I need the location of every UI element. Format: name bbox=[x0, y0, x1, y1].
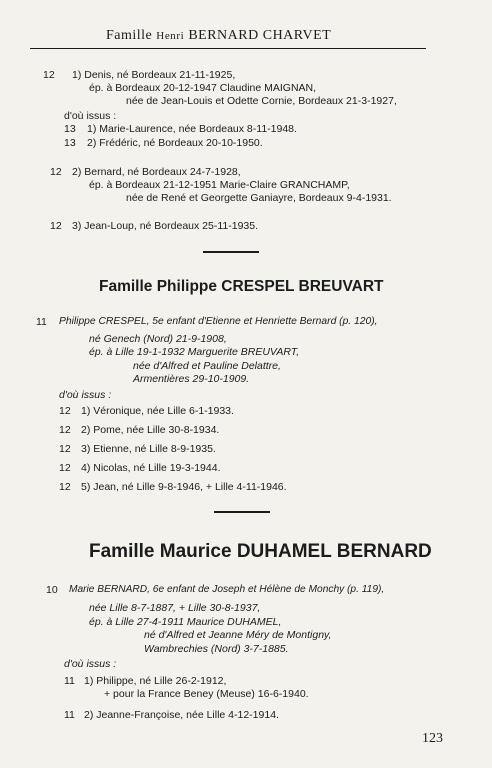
entry-line: Armentières 29-10-1909. bbox=[133, 373, 250, 385]
issue-label: d'où issus : bbox=[59, 389, 112, 401]
entry-line: 2) Pome, née Lille 30-8-1934. bbox=[81, 424, 220, 436]
entry-line: Marie BERNARD, 6e enfant de Joseph et Hélène de Monchy (p. 119), bbox=[69, 584, 385, 595]
generation-number: 11 bbox=[36, 316, 47, 328]
section-divider bbox=[203, 251, 259, 253]
entry-line: ép. à Lille 27-4-1911 Maurice DUHAMEL, bbox=[89, 616, 282, 628]
entry-line: 2) Jeanne-Françoise, née Lille 4-12-1914. bbox=[84, 709, 279, 721]
generation-number: 11 bbox=[64, 709, 75, 721]
generation-number: 12 bbox=[59, 462, 71, 474]
entry-line: née Lille 8-7-1887, + Lille 30-8-1937, bbox=[89, 602, 261, 614]
generation-number: 12 bbox=[50, 166, 62, 178]
entry-line: 1) Denis, né Bordeaux 21-11-1925, bbox=[72, 69, 236, 81]
entry-line: 3) Jean-Loup, né Bordeaux 25-11-1935. bbox=[72, 220, 259, 232]
header-henri: Henri bbox=[156, 30, 185, 42]
entry-line: 4) Nicolas, né Lille 19-3-1944. bbox=[81, 462, 221, 474]
generation-number: 12 bbox=[59, 481, 71, 493]
entry-line: ép. à Lille 19-1-1932 Marguerite BREUVART, bbox=[89, 346, 300, 358]
issue-label: d'où issus : bbox=[64, 110, 117, 122]
header-name: BERNARD CHARVET bbox=[188, 28, 332, 43]
entry-line: Philippe CRESPEL, 5e enfant d'Etienne et Henriette Bernard (p. 120), bbox=[59, 316, 378, 327]
generation-number: 12 bbox=[59, 424, 71, 436]
entry-line: + pour la France Beney (Meuse) 16-6-1940. bbox=[104, 688, 309, 700]
generation-number: 12 bbox=[59, 405, 71, 417]
running-header bbox=[106, 28, 331, 44]
entry-line: née de Jean-Louis et Odette Cornie, Bordeaux 21-3-1927, bbox=[126, 95, 397, 107]
entry-line: 3) Etienne, né Lille 8-9-1935. bbox=[81, 443, 216, 455]
section-title: Famille Maurice DUHAMEL BERNARD bbox=[89, 541, 432, 562]
entry-line: 2) Frédéric, né Bordeaux 20-10-1950. bbox=[87, 137, 263, 149]
section-divider bbox=[214, 511, 270, 513]
header-famille: Famille bbox=[106, 28, 153, 43]
entry-line: 1) Marie-Laurence, née Bordeaux 8-11-1948. bbox=[87, 123, 297, 135]
generation-number: 12 bbox=[50, 220, 62, 232]
issue-label: d'où issus : bbox=[64, 658, 117, 670]
entry-line: 1) Philippe, né Lille 26-2-1912, bbox=[84, 675, 227, 687]
page-number: 123 bbox=[422, 731, 443, 746]
generation-number: 13 bbox=[64, 137, 76, 149]
entry-line: Wambrechies (Nord) 3-7-1885. bbox=[144, 643, 289, 655]
entry-line: né d'Alfred et Jeanne Méry de Montigny, bbox=[144, 629, 332, 641]
entry-line: ép. à Bordeaux 21-12-1951 Marie-Claire GRANCHAMP, bbox=[89, 179, 350, 191]
entry-line: 2) Bernard, né Bordeaux 24-7-1928, bbox=[72, 166, 241, 178]
entry-line: née d'Alfred et Pauline Delattre, bbox=[133, 360, 281, 372]
generation-number: 10 bbox=[46, 584, 58, 596]
generation-number: 12 bbox=[43, 69, 55, 81]
generation-number: 12 bbox=[59, 443, 71, 455]
entry-line: 1) Véronique, née Lille 6-1-1933. bbox=[81, 405, 234, 417]
entry-line: né Genech (Nord) 21-9-1908, bbox=[89, 333, 227, 345]
entry-line: ép. à Bordeaux 20-12-1947 Claudine MAIGNAN, bbox=[89, 82, 317, 94]
entry-line: née de René et Georgette Ganiayre, Bordeaux 9-4-1931. bbox=[126, 192, 392, 204]
generation-number: 11 bbox=[64, 675, 75, 687]
section-title: Famille Philippe CRESPEL BREUVART bbox=[99, 278, 384, 295]
entry-line: 5) Jean, né Lille 9-8-1946, + Lille 4-11-1946. bbox=[81, 481, 287, 493]
generation-number: 13 bbox=[64, 123, 76, 135]
header-rule bbox=[30, 48, 426, 49]
